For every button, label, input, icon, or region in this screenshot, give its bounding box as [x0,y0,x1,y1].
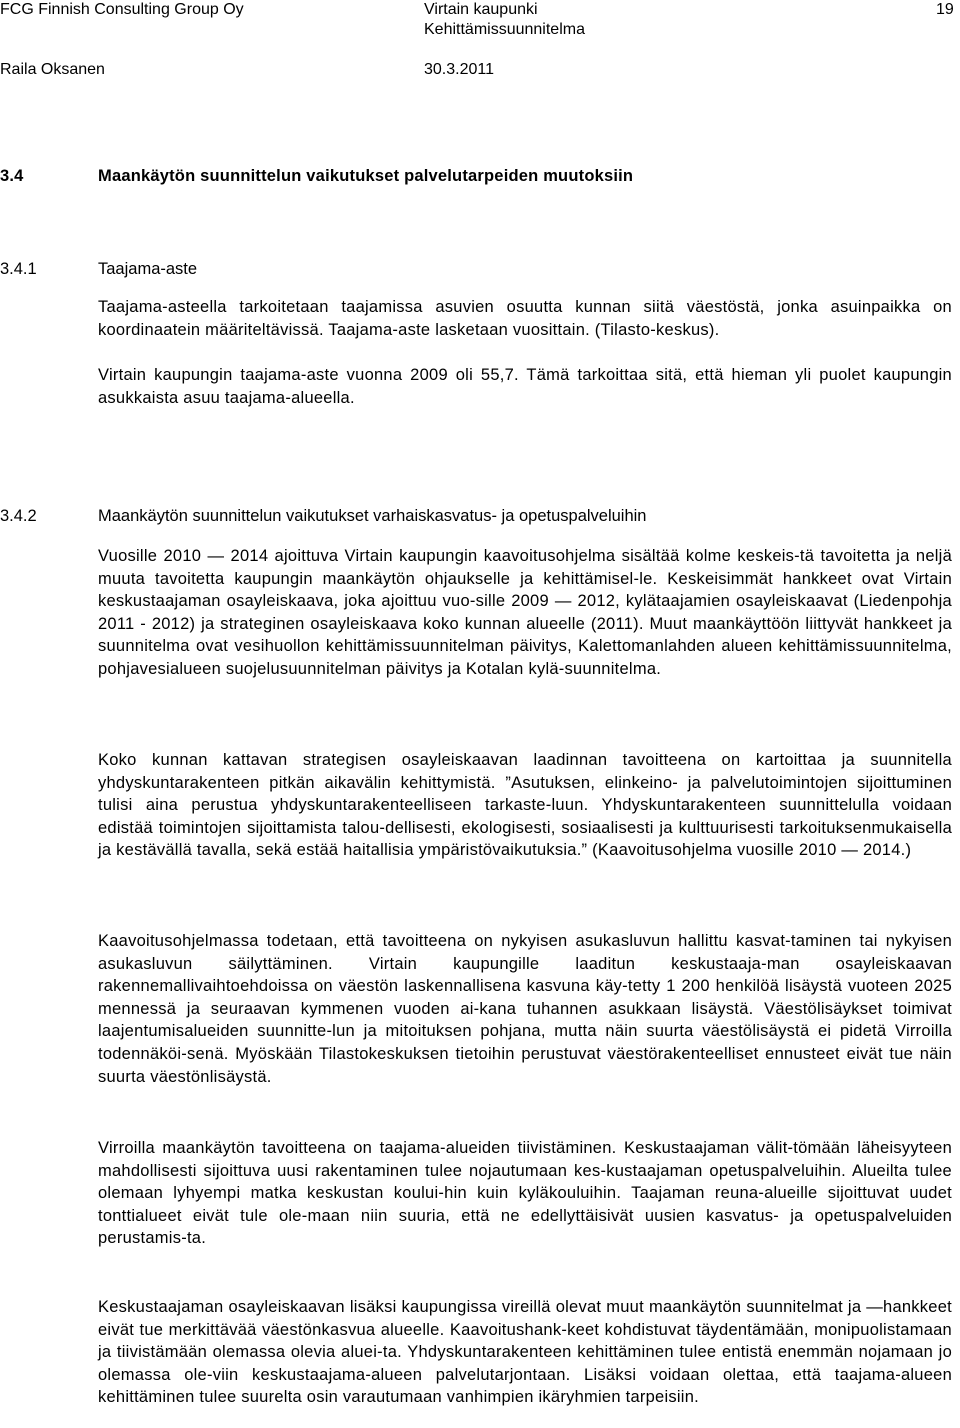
header-client: Virtain kaupunki [424,1,538,18]
section-3-4-2-number: 3.4.2 [0,507,37,525]
header-document-title: Kehittämissuunnitelma [424,21,585,38]
header-author: Raila Oksanen [0,61,105,78]
header-date: 30.3.2011 [424,61,494,78]
section-3-4-number: 3.4 [0,167,24,185]
section-3-4-2-title: Maankäytön suunnittelun vaikutukset varhaiskasvatus- ja opetuspalveluihin [98,507,647,525]
page-number: 19 [936,1,954,18]
paragraph-strateginen-osayleiskaava: Koko kunnan kattavan strategisen osayleiskaavan laadinnan tavoitteena on kartoittaa ja suunnitella yhdyskuntarakenteen pitkän aikavälin kehittymistä. ”Asutuksen, elinkeino- ja palvelutoimintojen sijoittuminen tulisi aina perustua yhdyskuntarakenteelliseen tarkaste-luun. Yhdyskuntarakenteen suunnittelulla voidaan edistää toimintojen sijoittamista talou-dellisesti, ekologisesti, sosiaalisesti ja kulttuurisesti tarkoituksenmukaisella ja kestävällä tavalla, sekä estää haitallisia ympäristövaikutuksia.” (Kaavoitusohjelma vuosille 2010 — 2014.) [98,751,952,860]
section-3-4-title: Maankäytön suunnittelun vaikutukset palvelutarpeiden muutoksiin [98,167,634,185]
paragraph-taajama-definition: Taajama-asteella tarkoitetaan taajamissa asuvien osuutta kunnan siitä väestöstä, jonka asuinpaikka on koordinaatein määriteltävissä. Taajama-aste lasketaan vuosittain. (Tilasto-keskus). [98,298,952,339]
paragraph-asukasluku: Kaavoitusohjelmassa todetaan, että tavoitteena on nykyisen asukasluvun hallittu kasvat-taminen tai nykyisen asukasluvun säilyttäminen. Virtain kaupungille laaditun keskustaaja-man osayleiskaavan rakennemallivaihtoehdoissa on väestön laskennallisena kasvuna käy-tetty 1 200 henkilöä lisäystä vuoteen 2025 mennessä ja seuraavan kymmenen vuoden ai-kana tuhannen asukkaan lisäystä. Väestölisäykset toimivat laajentumisalueiden suunnitte-lun ja mitoituksen pohjana, mutta näin suurta väestölisäystä ei pidetä Virroilla todennäköi-senä. Myöskään Tilastokeskuksen tietoihin perustuvat väestörakenteelliset ennusteet eivät tue näin suurta väestönlisäystä. [98,932,952,1086]
section-3-4-1-number: 3.4.1 [0,260,37,278]
section-3-4-1-title: Taajama-aste [98,260,198,278]
paragraph-kaavoitusohjelma: Vuosille 2010 — 2014 ajoittuva Virtain kaupungin kaavoitusohjelma sisältää kolme keskeis-tä tavoitetta ja neljä muuta tavoitetta kaupungin maankäytön ohjaukselle ja kehittämisel-le. Keskeisimmät hankkeet ovat Virtain keskustaajaman osayleiskaava, joka ajoittuu vuo-sille 2009 — 2012, kylätaajamien osayleiskaavat (Liedenpohja 2011 - 2012) ja strateginen osayleiskaava koko kunnan alueelle (2011). Muut maankäyttöön liittyvät hankkeet ja suunnitelma ovat vesihuollon kehittämissuunnitelman päivitys, Kalettomanlahden alueen kehittämissuunnitelma, pohjavesialueen suojelusuunnitelman päivitys ja Kotalan kylä-suunnitelma. [98,547,952,678]
paragraph-tiivistaminen: Virroilla maankäytön tavoitteena on taajama-alueiden tiivistäminen. Keskustaajaman välit-tömään läheisyyteen mahdollisesti sijoittuva uusi rakentaminen tulee nojautumaan kes-kustaajaman opetuspalveluihin. Alueilta tulee olemaan lyhyempi matka keskustan koului-hin kuin kyläkouluihin. Taajaman reuna-alueille sijoittuvat uudet tonttialueet eivät tule ole-maan niin suuria, että ne edellyttäisivät uusien kasvatus- ja opetuspalveluiden perustamis-ta. [98,1139,952,1248]
paragraph-taajama-2009: Virtain kaupungin taajama-aste vuonna 2009 oli 55,7. Tämä tarkoittaa sitä, että hieman yli puolet kaupungin asukkaista asuu taajama-alueella. [98,366,952,407]
paragraph-muut-suunnitelmat: Keskustaajaman osayleiskaavan lisäksi kaupungissa vireillä olevat muut maankäytön suunnitelmat ja —hankkeet eivät tue merkittävää väestönkasvua alueelle. Kaavoitushank-keet kohdistuvat täydentämään, monipuolistamaan ja tiivistämään olemassa olevia aluei-ta. Yhdyskuntarakenteen kehittäminen tulee entistä enemmän nojamaan jo olemassa ole-viin keskustaajama-alueen palvelutarjontaan. Lisäksi voidaan olettaa, että taajama-alueen kehittäminen tulee suurelta osin varautumaan vanhimpien ikäryhmien tarpeisiin. [98,1298,952,1407]
header-company: FCG Finnish Consulting Group Oy [0,1,244,18]
